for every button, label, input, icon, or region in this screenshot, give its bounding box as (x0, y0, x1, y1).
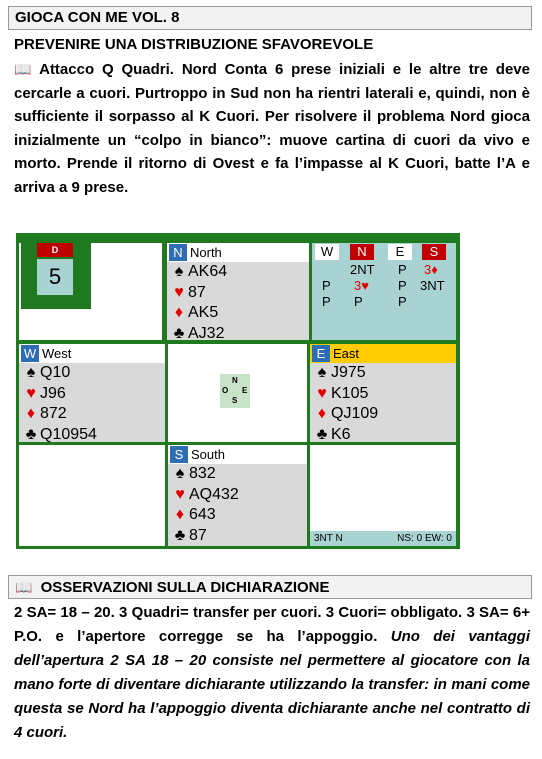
north-seat-badge: N (169, 244, 187, 261)
auction-col-s: S (422, 244, 446, 260)
spade-icon: ♠ (174, 263, 184, 280)
intro-paragraph (14, 58, 530, 199)
east-hearts: ♥ K105 (315, 384, 456, 405)
bridge-diagram (16, 233, 460, 549)
auction-col-w: W (315, 244, 339, 260)
auction-col-e: E (388, 244, 412, 260)
west-diamonds: ♦ 872 (24, 404, 165, 425)
diamond-icon: ♦ (317, 405, 327, 422)
heart-icon: ♥ (174, 283, 184, 301)
spade-icon: ♠ (317, 364, 327, 381)
diamond-icon: ♦ (26, 405, 36, 422)
empty-panel-left (19, 445, 165, 546)
observations-title-bar (8, 575, 532, 599)
west-cards (19, 363, 165, 442)
east-name: East (333, 346, 360, 361)
bid-n1: 2NT (350, 262, 375, 277)
east-cards (310, 363, 456, 442)
bid-e3: P (398, 294, 407, 309)
auction-col-n: N (350, 244, 374, 260)
table-center (168, 344, 307, 442)
contract-label: 3NT N (314, 533, 343, 544)
club-icon: ♣ (174, 526, 186, 544)
west-hand (19, 344, 165, 442)
south-cards (168, 464, 307, 546)
intro-text: Attacco Q Quadri. Nord Conta 6 prese iniziali e le altre tre deve cercarle a cuori. Purtroppo in Sud non ha rientri laterali e, quindi, non è sufficiente il sorpasso al K Cuori. Per risolvere il problema Nord gioca inizialmente un “colpo in bianco”: muove cartina di cuori da vivo e morto. Prende il ritorno di Ovest e fa l’impasse al K Cuori, batte l’A e arriva a 9 prese. (14, 61, 530, 196)
west-clubs: ♣ Q10954 (24, 425, 165, 446)
south-header (168, 445, 307, 464)
south-spades: ♠ 832 (173, 464, 307, 485)
south-hearts: ♥ AQ432 (173, 485, 307, 506)
south-hand (168, 445, 307, 546)
spade-icon: ♠ (26, 364, 36, 381)
observations-paragraph (14, 601, 530, 745)
club-icon: ♣ (173, 324, 185, 342)
observations-italic-text: Uno dei vantaggi dell’apertura 2 SA 18 – 20 consiste nel permettere al giocatore con la mano forte di diventare dichiarante utilizzando la transfer: in mani come questa se Nord ha l’appoggio diventa dichiarante anche nel contratto di 4 cuori. (14, 628, 530, 741)
south-clubs: ♣ 87 (173, 526, 307, 547)
south-name: South (191, 447, 225, 462)
club-icon: ♣ (25, 425, 37, 443)
north-diamonds: ♦ AK5 (172, 303, 309, 324)
west-header (19, 344, 165, 363)
north-hearts: ♥ 87 (172, 283, 309, 304)
board-info-panel (19, 243, 162, 340)
diamond-icon: ♦ (175, 506, 185, 523)
page-title-bar (8, 6, 532, 30)
east-spades: ♠ J975 (315, 363, 456, 384)
bid-w2: P (322, 278, 331, 293)
bid-e2: P (398, 278, 407, 293)
west-spades: ♠ Q10 (24, 363, 165, 384)
spade-icon: ♠ (175, 465, 185, 482)
west-seat-badge: W (21, 345, 39, 362)
observations-title: OSSERVAZIONI SULLA DICHIARAZIONE (40, 579, 330, 596)
heart-icon: ♥ (26, 384, 36, 402)
observations-text: 2 SA= 18 – 20. 3 Quadri= transfer per cuori. 3 Cuori= obbligato. 3 SA= 6+ P.O. e l’apertore corregge se ha l’appoggio. (14, 604, 530, 645)
compass-icon: N O E S (220, 374, 250, 408)
heart-icon: ♥ (317, 384, 327, 402)
east-seat-badge: E (312, 345, 330, 362)
south-diamonds: ♦ 643 (173, 505, 307, 526)
diamond-icon: ♦ (174, 304, 184, 321)
bid-e1: P (398, 262, 407, 277)
club-icon: ♣ (316, 425, 328, 443)
heart-icon: ♥ (175, 485, 185, 503)
east-diamonds: ♦ QJ109 (315, 404, 456, 425)
contract-panel (310, 445, 456, 546)
score-label: NS: 0 EW: 0 (397, 533, 452, 544)
auction-box (312, 243, 456, 340)
north-clubs: ♣ AJ32 (172, 324, 309, 345)
bid-s1: 3♦ (424, 262, 438, 277)
west-hearts: ♥ J96 (24, 384, 165, 405)
auction-bids (312, 262, 456, 322)
south-seat-badge: S (170, 446, 188, 463)
east-hand (310, 344, 456, 442)
book-icon: 📖 (15, 579, 33, 595)
dealer-badge: D (37, 243, 73, 257)
north-hand (167, 243, 309, 340)
west-name: West (42, 346, 72, 361)
bid-n3: P (354, 294, 363, 309)
east-clubs: ♣ K6 (315, 425, 456, 446)
east-header (310, 344, 456, 363)
north-header (167, 243, 309, 262)
north-spades: ♠ AK64 (172, 262, 309, 283)
bid-n2: 3♥ (354, 278, 369, 293)
north-name: North (190, 245, 222, 260)
auction-header (312, 243, 456, 261)
north-cards (167, 262, 309, 340)
section-subtitle: PREVENIRE UNA DISTRIBUZIONE SFAVOREVOLE (14, 36, 374, 53)
bid-s2: 3NT (420, 278, 445, 293)
contract-bar (310, 531, 456, 546)
page-title: GIOCA CON ME VOL. 8 (15, 9, 180, 26)
board-number: 5 (37, 259, 73, 295)
bid-w3: P (322, 294, 331, 309)
book-icon: 📖 (14, 61, 36, 77)
